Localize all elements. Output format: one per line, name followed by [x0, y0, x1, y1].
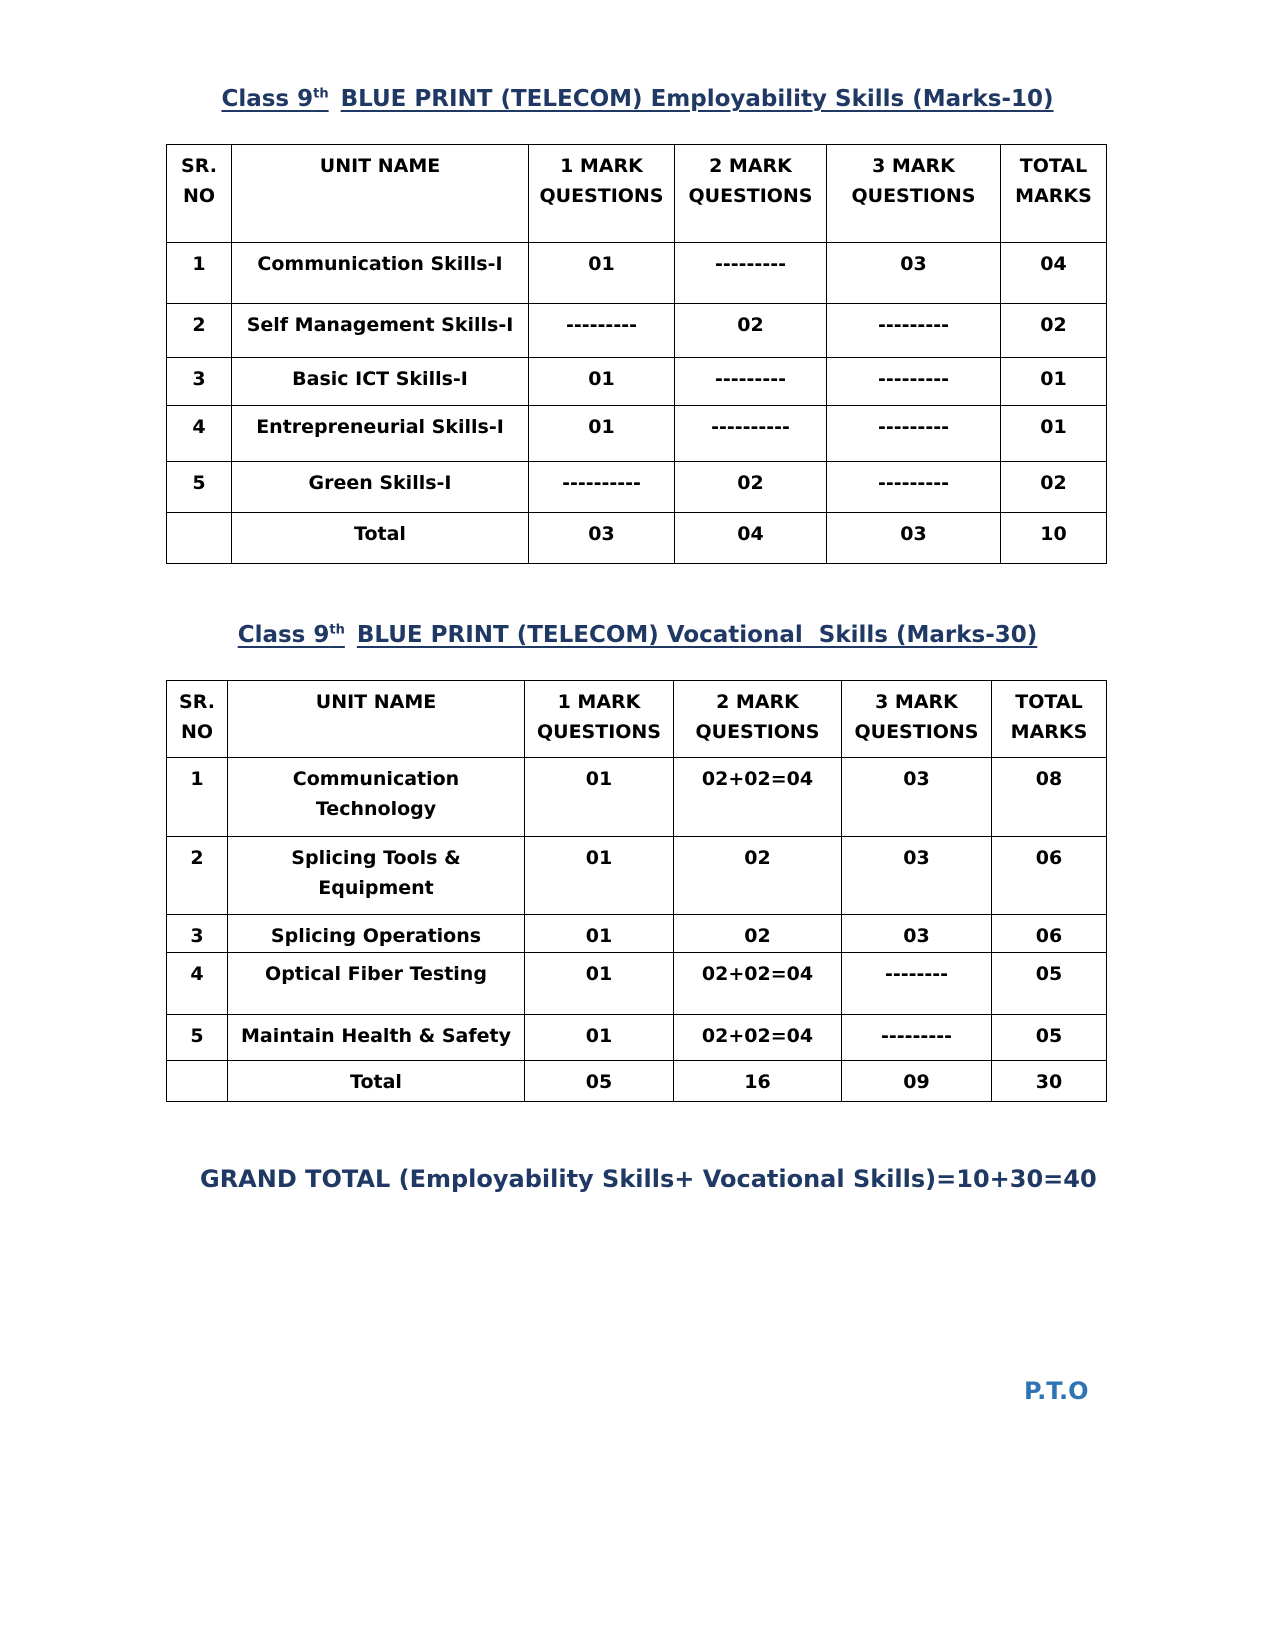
- header-sr-no: SR. NO: [167, 145, 232, 243]
- header-1-mark: 1 MARK QUESTIONS: [525, 681, 674, 758]
- vocational-heading: [0, 622, 1275, 648]
- cell-unit: Self Management Skills-I: [232, 304, 529, 358]
- table-row: [167, 1015, 1107, 1061]
- cell-3-mark: ---------: [842, 1015, 992, 1061]
- cell-3-mark: 03: [842, 837, 992, 915]
- cell-2-mark: 02+02=04: [674, 953, 842, 1015]
- cell-sr: 1: [167, 243, 232, 304]
- table-header-row: [167, 145, 1107, 243]
- cell-unit: Optical Fiber Testing: [228, 953, 525, 1015]
- cell-total: 01: [1001, 358, 1107, 406]
- cell-2-mark: 02: [674, 915, 842, 953]
- table-row: [167, 953, 1107, 1015]
- cell-unit: Communication Skills-I: [232, 243, 529, 304]
- grand-total: GRAND TOTAL (Employability Skills+ Vocational Skills)=10+30=40: [200, 1165, 1097, 1193]
- header-2-mark: 2 MARK QUESTIONS: [675, 145, 827, 243]
- cell-sr: [167, 1061, 228, 1102]
- cell-1-mark: 01: [525, 758, 674, 837]
- cell-2-mark: ----------: [675, 406, 827, 462]
- table-header-row: [167, 681, 1107, 758]
- cell-1-mark: 03: [529, 513, 675, 564]
- cell-total: 05: [992, 953, 1107, 1015]
- cell-total: 30: [992, 1061, 1107, 1102]
- cell-unit: Maintain Health & Safety: [228, 1015, 525, 1061]
- header-3-mark: 3 MARK QUESTIONS: [827, 145, 1001, 243]
- cell-2-mark: 04: [675, 513, 827, 564]
- cell-3-mark: ---------: [827, 358, 1001, 406]
- header-3-mark: 3 MARK QUESTIONS: [842, 681, 992, 758]
- header-total-marks: TOTAL MARKS: [992, 681, 1107, 758]
- cell-unit: Basic ICT Skills-I: [232, 358, 529, 406]
- cell-1-mark: 01: [525, 837, 674, 915]
- cell-3-mark: 03: [827, 513, 1001, 564]
- cell-total: 04: [1001, 243, 1107, 304]
- cell-total: 01: [1001, 406, 1107, 462]
- employability-skills-table: [166, 144, 1107, 564]
- table-row: [167, 406, 1107, 462]
- cell-sr: 5: [167, 462, 232, 513]
- cell-1-mark: 01: [525, 915, 674, 953]
- cell-unit: Entrepreneurial Skills-I: [232, 406, 529, 462]
- cell-total: 02: [1001, 304, 1107, 358]
- cell-total: 06: [992, 837, 1107, 915]
- header-total-marks: TOTAL MARKS: [1001, 145, 1107, 243]
- cell-2-mark: 02: [674, 837, 842, 915]
- cell-1-mark: 01: [529, 406, 675, 462]
- cell-unit: Total: [228, 1061, 525, 1102]
- cell-sr: 2: [167, 304, 232, 358]
- cell-sr: 1: [167, 758, 228, 837]
- cell-sr: 3: [167, 358, 232, 406]
- pto-label: P.T.O: [1024, 1377, 1089, 1405]
- cell-sr: [167, 513, 232, 564]
- cell-2-mark: 02+02=04: [674, 1015, 842, 1061]
- cell-1-mark: 01: [529, 358, 675, 406]
- cell-2-mark: 02: [675, 304, 827, 358]
- cell-total: 06: [992, 915, 1107, 953]
- cell-unit: Green Skills-I: [232, 462, 529, 513]
- table-total-row: [167, 513, 1107, 564]
- cell-unit: Communication Technology: [228, 758, 525, 837]
- cell-sr: 4: [167, 406, 232, 462]
- cell-1-mark: 01: [525, 953, 674, 1015]
- cell-3-mark: ---------: [827, 304, 1001, 358]
- cell-1-mark: 01: [529, 243, 675, 304]
- cell-unit: Total: [232, 513, 529, 564]
- heading-title: BLUE PRINT (TELECOM) Employability Skills (Marks-10): [340, 86, 1054, 112]
- cell-1-mark: ----------: [529, 462, 675, 513]
- cell-total: 02: [1001, 462, 1107, 513]
- heading-title: BLUE PRINT (TELECOM) Vocational Skills (Marks-30): [356, 622, 1038, 648]
- cell-unit: Splicing Operations: [228, 915, 525, 953]
- heading-class: Class 9: [237, 622, 330, 648]
- cell-3-mark: ---------: [827, 406, 1001, 462]
- table-row: [167, 915, 1107, 953]
- heading-sup: th: [329, 622, 345, 638]
- employability-heading: [0, 86, 1275, 112]
- table-row: [167, 304, 1107, 358]
- cell-2-mark: 02+02=04: [674, 758, 842, 837]
- cell-sr: 2: [167, 837, 228, 915]
- cell-total: 08: [992, 758, 1107, 837]
- header-2-mark: 2 MARK QUESTIONS: [674, 681, 842, 758]
- cell-3-mark: 03: [842, 758, 992, 837]
- table-total-row: [167, 1061, 1107, 1102]
- cell-sr: 4: [167, 953, 228, 1015]
- cell-2-mark: ---------: [675, 243, 827, 304]
- header-1-mark: 1 MARK QUESTIONS: [529, 145, 675, 243]
- cell-1-mark: 01: [525, 1015, 674, 1061]
- table-row: [167, 462, 1107, 513]
- cell-2-mark: ---------: [675, 358, 827, 406]
- cell-1-mark: ---------: [529, 304, 675, 358]
- table-row: [167, 243, 1107, 304]
- vocational-skills-table: [166, 680, 1107, 1102]
- cell-sr: 5: [167, 1015, 228, 1061]
- header-unit-name: UNIT NAME: [228, 681, 525, 758]
- heading-class: Class 9: [221, 86, 314, 112]
- cell-sr: 3: [167, 915, 228, 953]
- cell-1-mark: 05: [525, 1061, 674, 1102]
- table-row: [167, 758, 1107, 837]
- heading-sup: th: [313, 86, 329, 102]
- cell-total: 10: [1001, 513, 1107, 564]
- table-row: [167, 837, 1107, 915]
- header-unit-name: UNIT NAME: [232, 145, 529, 243]
- cell-3-mark: 03: [842, 915, 992, 953]
- cell-2-mark: 16: [674, 1061, 842, 1102]
- cell-total: 05: [992, 1015, 1107, 1061]
- cell-3-mark: --------: [842, 953, 992, 1015]
- header-sr-no: SR. NO: [167, 681, 228, 758]
- table-row: [167, 358, 1107, 406]
- cell-2-mark: 02: [675, 462, 827, 513]
- cell-3-mark: 09: [842, 1061, 992, 1102]
- cell-3-mark: ---------: [827, 462, 1001, 513]
- cell-unit: Splicing Tools & Equipment: [228, 837, 525, 915]
- cell-3-mark: 03: [827, 243, 1001, 304]
